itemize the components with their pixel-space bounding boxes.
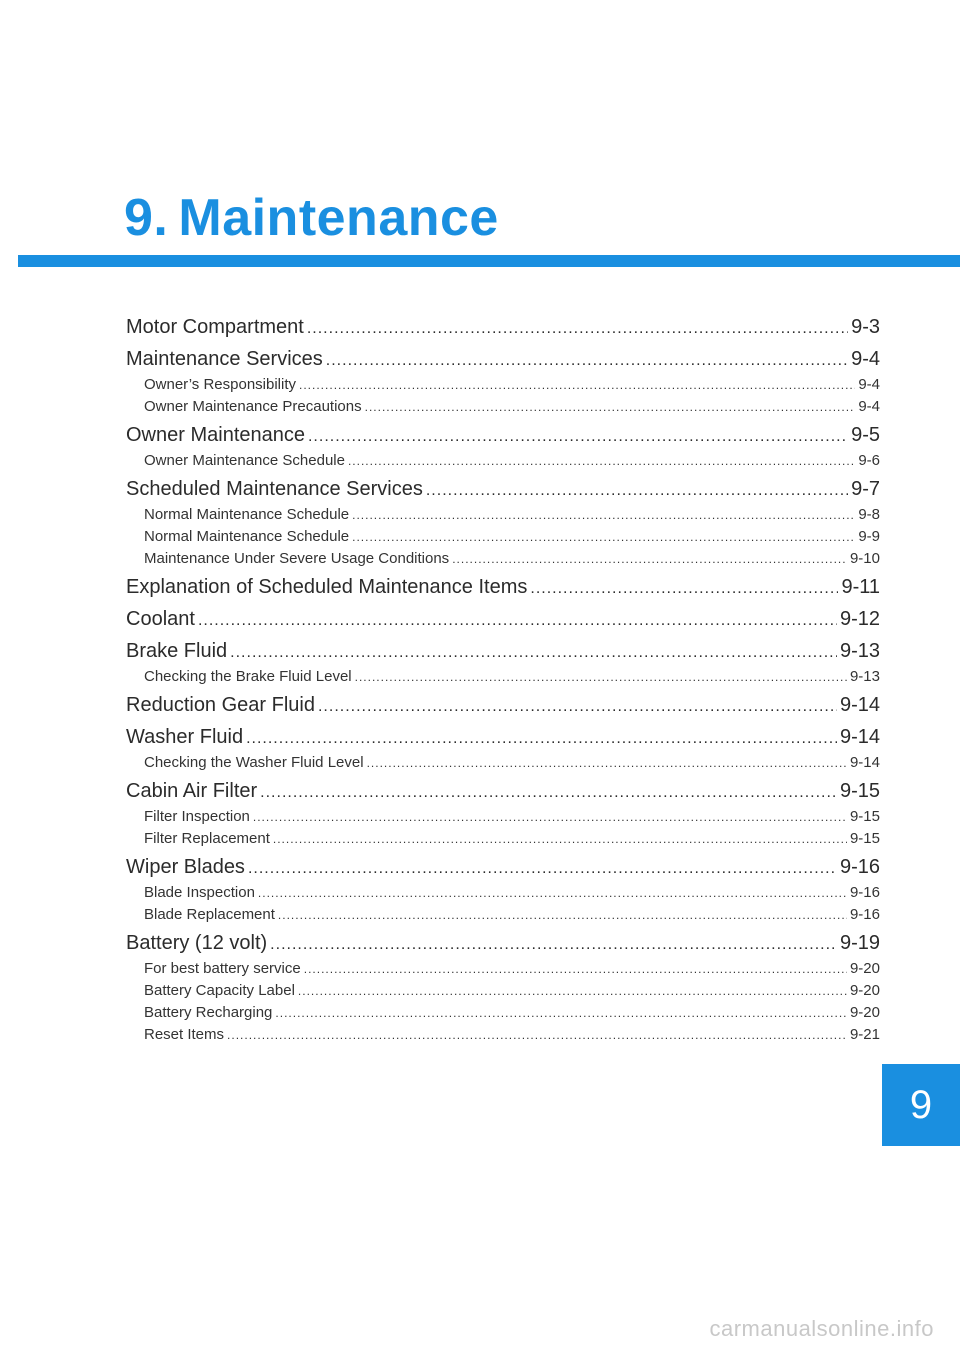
toc-entry-label: Blade Inspection	[144, 884, 255, 901]
toc-subentry[interactable]	[126, 396, 880, 418]
chapter-heading	[124, 186, 499, 250]
toc-subentry[interactable]	[126, 882, 880, 904]
toc-entry-page: 9-15	[839, 780, 880, 802]
toc-entry-label: Owner Maintenance Precautions	[144, 398, 362, 415]
toc-entry-label: Owner Maintenance Schedule	[144, 452, 345, 469]
toc-entry-page: 9-20	[849, 1004, 880, 1021]
toc-subentry[interactable]	[126, 1024, 880, 1046]
toc-entry-label: Normal Maintenance Schedule	[144, 528, 350, 545]
toc-entry-page: 9-4	[858, 376, 880, 393]
toc-entry[interactable]	[126, 638, 880, 666]
dot-leader	[275, 1002, 847, 1024]
toc-entry-page: 9-20	[849, 960, 880, 977]
dot-leader	[304, 958, 847, 980]
toc-subentry[interactable]	[126, 828, 880, 850]
toc-entry-page: 9-20	[849, 982, 880, 999]
toc-entry-page: 9-7	[851, 478, 880, 500]
chapter-title: Maintenance	[178, 189, 499, 247]
dot-leader	[326, 348, 848, 374]
dot-leader	[308, 424, 848, 450]
dot-leader	[348, 450, 855, 472]
toc-entry[interactable]	[126, 854, 880, 882]
toc-entry-page: 9-12	[839, 608, 880, 630]
toc-entry[interactable]	[126, 346, 880, 374]
toc-entry-label: Brake Fluid	[126, 640, 228, 662]
toc-entry-label: Explanation of Scheduled Maintenance Items	[126, 576, 528, 598]
dot-leader	[307, 316, 848, 342]
toc-entry-page: 9-6	[858, 452, 880, 469]
toc-entry-label: Reduction Gear Fluid	[126, 694, 315, 716]
toc-entry-label: Blade Replacement	[144, 906, 275, 923]
toc-entry-label: Coolant	[126, 608, 195, 630]
toc-entry-page: 9-15	[849, 808, 880, 825]
dot-leader	[318, 694, 837, 720]
dot-leader	[248, 856, 837, 882]
toc-entry[interactable]	[126, 314, 880, 342]
toc-entry-label: Normal Maintenance Schedule	[144, 506, 350, 523]
toc-entry-label: Reset Items	[144, 1026, 225, 1043]
toc-entry-label: Wiper Blades	[126, 856, 245, 878]
toc-entry-page: 9-8	[858, 506, 880, 523]
toc-entry-page: 9-14	[839, 726, 880, 748]
toc-entry[interactable]	[126, 606, 880, 634]
toc-subentry[interactable]	[126, 752, 880, 774]
toc-entry-page: 9-16	[849, 906, 880, 923]
toc-entry[interactable]	[126, 724, 880, 752]
dot-leader	[355, 666, 847, 688]
dot-leader	[246, 726, 837, 752]
toc-subentry[interactable]	[126, 1002, 880, 1024]
toc-entry-page: 9-16	[849, 884, 880, 901]
toc-entry-page: 9-3	[851, 316, 880, 338]
toc-subentry[interactable]	[126, 666, 880, 688]
dot-leader	[352, 526, 855, 548]
toc-entry-label: Battery (12 volt)	[126, 932, 268, 954]
dot-leader	[298, 980, 847, 1002]
watermark: carmanualsonline.info	[709, 1316, 934, 1341]
toc-entry-label: Battery Capacity Label	[144, 982, 295, 999]
dot-leader	[230, 640, 837, 666]
dot-leader	[270, 932, 837, 958]
dot-leader	[299, 374, 855, 396]
toc-entry-page: 9-19	[839, 932, 880, 954]
toc-entry-page: 9-13	[849, 668, 880, 685]
dot-leader	[367, 752, 847, 774]
toc-entry-label: Maintenance Under Severe Usage Conditions	[144, 550, 450, 567]
dot-leader	[426, 478, 848, 504]
toc-entry-label: Battery Recharging	[144, 1004, 273, 1021]
dot-leader	[198, 608, 837, 634]
toc-entry-page: 9-13	[839, 640, 880, 662]
toc-entry-page: 9-5	[851, 424, 880, 446]
toc-entry-label: Owner’s Responsibility	[144, 376, 297, 393]
toc-entry[interactable]	[126, 778, 880, 806]
dot-leader	[452, 548, 847, 570]
dot-leader	[530, 576, 838, 602]
toc-entry-page: 9-4	[851, 348, 880, 370]
toc-entry-page: 9-11	[841, 576, 880, 598]
dot-leader	[258, 882, 847, 904]
toc-entry-page: 9-14	[849, 754, 880, 771]
toc-entry-label: Scheduled Maintenance Services	[126, 478, 423, 500]
toc-subentry[interactable]	[126, 526, 880, 548]
toc-entry-page: 9-9	[858, 528, 880, 545]
toc-entry-label: Checking the Brake Fluid Level	[144, 668, 352, 685]
toc-entry-label: Filter Inspection	[144, 808, 250, 825]
dot-leader	[273, 828, 847, 850]
heading-divider	[18, 255, 960, 267]
toc-subentry[interactable]	[126, 504, 880, 526]
dot-leader	[278, 904, 847, 926]
toc-entry-label: For best battery service	[144, 960, 301, 977]
toc-entry[interactable]	[126, 476, 880, 504]
toc-entry-page: 9-21	[849, 1026, 880, 1043]
toc-subentry[interactable]	[126, 904, 880, 926]
toc-subentry[interactable]	[126, 806, 880, 828]
dot-leader	[227, 1024, 847, 1046]
toc-entry-label: Checking the Washer Fluid Level	[144, 754, 364, 771]
toc-entry-page: 9-10	[849, 550, 880, 567]
toc-entry-label: Washer Fluid	[126, 726, 244, 748]
dot-leader	[352, 504, 855, 526]
toc-entry-page: 9-16	[839, 856, 880, 878]
toc-subentry[interactable]	[126, 548, 880, 570]
toc-entry-label: Cabin Air Filter	[126, 780, 258, 802]
toc-entry[interactable]	[126, 574, 880, 602]
chapter-number: 9.	[124, 189, 169, 247]
toc-subentry[interactable]	[126, 374, 880, 396]
toc-entry-label: Maintenance Services	[126, 348, 323, 370]
toc-subentry[interactable]	[126, 450, 880, 472]
dot-leader	[260, 780, 837, 806]
toc-entry-label: Filter Replacement	[144, 830, 270, 847]
toc-subentry[interactable]	[126, 958, 880, 980]
chapter-side-tab[interactable]: 9	[882, 1064, 960, 1146]
toc-entry-label: Owner Maintenance	[126, 424, 305, 446]
table-of-contents	[126, 314, 880, 1046]
toc-entry-page: 9-4	[858, 398, 880, 415]
toc-entry-label: Motor Compartment	[126, 316, 304, 338]
toc-entry-page: 9-14	[839, 694, 880, 716]
dot-leader	[253, 806, 847, 828]
dot-leader	[365, 396, 856, 418]
toc-entry[interactable]	[126, 930, 880, 958]
toc-entry[interactable]	[126, 422, 880, 450]
toc-entry-page: 9-15	[849, 830, 880, 847]
toc-subentry[interactable]	[126, 980, 880, 1002]
toc-entry[interactable]	[126, 692, 880, 720]
